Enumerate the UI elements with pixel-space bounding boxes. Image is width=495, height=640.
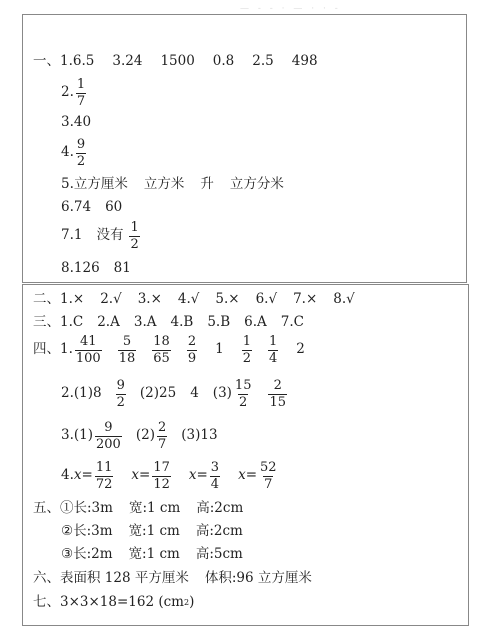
fraction: $\frac{17}{12}$ xyxy=(153,460,170,492)
answer-item: 6.√ xyxy=(255,291,278,307)
fraction: $\frac{3}{4}$ xyxy=(210,460,220,492)
height-value: 高:5cm xyxy=(195,546,243,562)
line-prefix: 8. xyxy=(61,260,74,276)
line-prefix: 三、 xyxy=(33,314,60,330)
answer-item: (1) xyxy=(73,427,94,444)
unit-exponent: 2 xyxy=(183,597,190,607)
answer-item: 6.5 xyxy=(72,53,95,69)
answer-line-4-4 xyxy=(61,461,280,491)
answer-line-1-3: 3.40 xyxy=(61,114,92,130)
answer-item: 2.A xyxy=(97,314,120,330)
fraction: $\frac{1}{2}$ xyxy=(242,334,251,366)
answer-item: 6.A xyxy=(244,314,267,330)
volume-formula: 七、3×3×18=162 (cm xyxy=(33,594,184,610)
answer-item: 立方厘米 xyxy=(73,176,128,192)
fraction: $\frac{5}{18}$ xyxy=(118,334,136,366)
fraction: $\frac{41}{100}$ xyxy=(75,334,101,366)
fraction: $\frac{1}{7}$ xyxy=(76,77,86,109)
line-prefix: 四、1. xyxy=(33,341,73,358)
answer-item: 0.8 xyxy=(212,53,235,69)
answer-line-4-2 xyxy=(61,379,289,409)
answer-item: 3.24 xyxy=(112,53,143,69)
answer-line-4-1 xyxy=(33,335,305,365)
fraction: $\frac{9}{2}$ xyxy=(76,137,86,169)
answer-item: 立方分米 xyxy=(229,176,284,192)
fraction: $\frac{2}{15}$ xyxy=(269,378,287,410)
answer-item: (3) xyxy=(212,385,232,402)
fraction: $\frac{9}{2}$ xyxy=(116,378,125,410)
answer-item: 3.A xyxy=(133,314,157,330)
line-prefix: 4. xyxy=(61,144,74,161)
answer-item: (2)25 xyxy=(139,385,177,402)
answer-item: 74 xyxy=(73,199,92,215)
answer-line-1-2 xyxy=(61,78,88,108)
line-prefix: 4. xyxy=(61,467,74,484)
answer-line-4-3 xyxy=(61,421,218,451)
width-value: 宽:1 cm xyxy=(128,500,181,516)
answer-line-1-4 xyxy=(61,138,88,168)
answer-item: 126 xyxy=(73,260,100,276)
answer-line-1-5 xyxy=(61,178,284,192)
answer-item: 1.× xyxy=(60,291,85,307)
fraction: $\frac{52}{7}$ xyxy=(260,460,277,492)
answer-item: 5.× xyxy=(215,291,240,307)
closing-paren: ) xyxy=(189,594,195,610)
fraction: $\frac{11}{72}$ xyxy=(95,460,113,492)
equals-sign: = xyxy=(81,467,93,484)
line-prefix: 3. xyxy=(61,427,74,444)
variable-x: x xyxy=(131,467,139,484)
answer-item: 1.C xyxy=(60,314,84,330)
line-prefix: 2. xyxy=(61,84,74,101)
length-value: 长:2m xyxy=(73,546,113,562)
height-value: 高:2cm xyxy=(196,500,244,516)
answer-item: 60 xyxy=(105,199,123,215)
answer-line-1-7 xyxy=(61,221,142,251)
answer-line-3 xyxy=(33,316,304,330)
answer-line-1-1 xyxy=(33,55,318,69)
answer-item: 1 xyxy=(215,341,224,358)
answer-line-5-2 xyxy=(61,525,243,539)
height-value: 高:2cm xyxy=(195,523,243,539)
answer-item: 8.√ xyxy=(333,291,355,307)
fraction: $\frac{15}{2}$ xyxy=(234,378,252,410)
line-prefix: 7. xyxy=(61,227,74,244)
answer-item: 81 xyxy=(113,260,131,276)
surface-area-answer: 六、表面积 128 平方厘米 xyxy=(33,570,189,586)
fraction: $\frac{1}{4}$ xyxy=(268,334,278,366)
equals-sign: = xyxy=(139,467,151,484)
line-prefix: 2. xyxy=(61,385,74,402)
line-prefix: 二、 xyxy=(33,291,60,307)
answer-item: 1500 xyxy=(160,53,195,69)
fraction: $\frac{9}{200}$ xyxy=(96,420,121,452)
fraction: $\frac{18}{65}$ xyxy=(153,334,170,366)
answer-item: 4.√ xyxy=(177,291,200,307)
answer-line-1-6 xyxy=(61,201,122,215)
equals-sign: = xyxy=(196,467,208,484)
fraction: $\frac{2}{9}$ xyxy=(187,334,197,366)
fraction: $\frac{2}{7}$ xyxy=(157,420,167,452)
answer-line-6 xyxy=(33,572,312,586)
volume-answer: 体积:96 立方厘米 xyxy=(204,570,312,586)
answer-item: 3.× xyxy=(137,291,162,307)
answer-line-5-3 xyxy=(61,548,243,562)
variable-x: x xyxy=(238,467,246,484)
answer-item: (3)13 xyxy=(181,427,218,444)
answer-line-2 xyxy=(33,293,355,307)
answer-item: 2 xyxy=(296,341,305,358)
answer-item: 升 xyxy=(200,176,214,192)
length-value: 长:3m xyxy=(73,500,113,516)
answer-line-1-8 xyxy=(61,262,131,276)
variable-x: x xyxy=(73,467,82,484)
fraction: $\frac{1}{2}$ xyxy=(130,220,139,252)
line-prefix: ③ xyxy=(61,546,74,562)
answer-item: 立方米 xyxy=(143,176,185,192)
answer-line-5-1 xyxy=(33,502,243,516)
answer-item: 2.√ xyxy=(100,291,122,307)
equals-sign: = xyxy=(245,467,258,484)
answer-item: (2) xyxy=(135,427,155,444)
answer-line-7 xyxy=(33,596,194,610)
answer-item: 4.B xyxy=(170,314,194,330)
line-prefix: 5. xyxy=(61,176,74,192)
answer-item: 1 xyxy=(73,227,83,244)
length-value: 长:3m xyxy=(73,523,113,539)
line-prefix: ② xyxy=(61,523,74,539)
line-prefix: 一、1. xyxy=(33,53,73,69)
answer-item: 没有 xyxy=(96,227,124,244)
answer-item: 7.× xyxy=(293,291,318,307)
faded-header-noise: — ‐ - · — · · ‐ xyxy=(240,4,341,14)
variable-x: x xyxy=(188,467,197,484)
width-value: 宽:1 cm xyxy=(128,546,180,562)
answer-item: 2.5 xyxy=(252,53,274,69)
line-prefix: 五、① xyxy=(33,500,74,516)
width-value: 宽:1 cm xyxy=(128,523,180,539)
answer-item: 4 xyxy=(190,385,199,402)
line-prefix: 6. xyxy=(61,199,74,215)
answer-item: 5.B xyxy=(207,314,231,330)
answer-item: (1)8 xyxy=(73,385,102,402)
answer-item: 498 xyxy=(291,53,318,69)
answer-item: 7.C xyxy=(280,314,304,330)
